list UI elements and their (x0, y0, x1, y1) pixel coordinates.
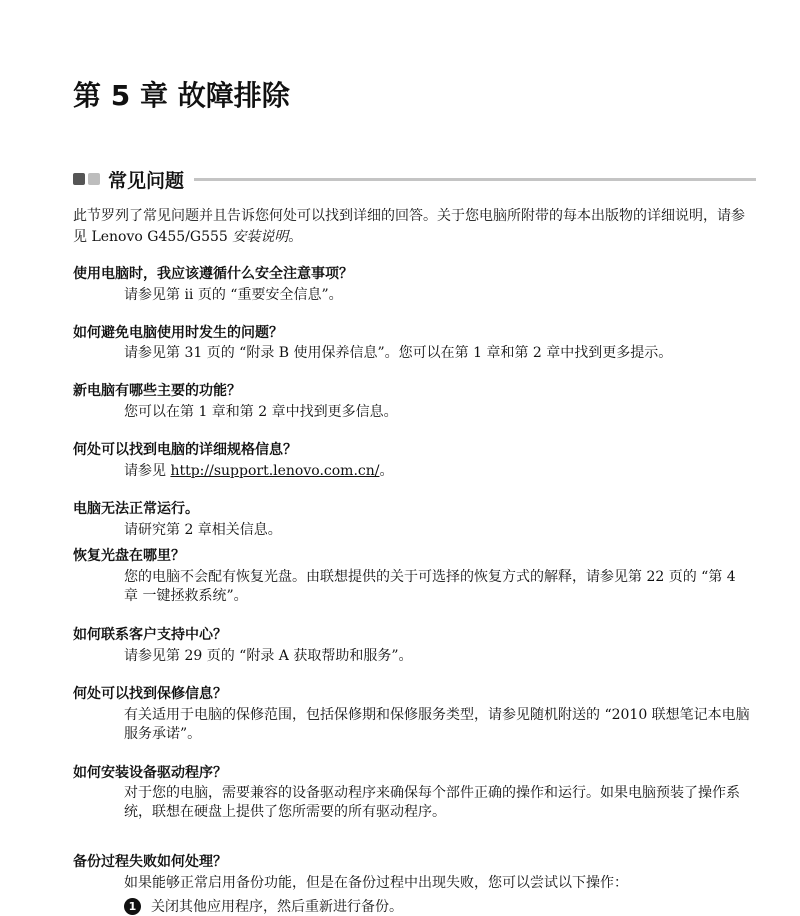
faq-answer: 请研究第 2 章相关信息。 (124, 522, 282, 538)
section-marker-light-icon (88, 173, 100, 185)
section-title: 常见问题 (108, 169, 185, 192)
faq-question: 如何避免电脑使用时发生的问题？ (73, 325, 283, 341)
faq-question: 如何联系客户支持中心？ (73, 627, 227, 643)
faq-question: 何处可以找到电脑的详细规格信息？ (73, 442, 297, 458)
faq-answer: 请参见第 29 页的 “附录 A 获取帮助和服务”。 (124, 648, 413, 664)
faq-answer (124, 462, 750, 481)
section-marker-dark-icon (73, 173, 85, 185)
step-item (124, 896, 403, 916)
faq-answer: 您的电脑不会配有恢复光盘。由联想提供的关于可选择的恢复方式的解释，请参见第 22 页的 “第 4 章 一键拯救系统”。 (124, 569, 736, 604)
section-divider (194, 178, 756, 181)
faq-answer: 有关适用于电脑的保修范围，包括保修期和保修服务类型，请参见随机附送的 “2010 联想笔记本电脑服务承诺”。 (124, 707, 750, 742)
faq-question: 使用电脑时，我应该遵循什么安全注意事项？ (73, 266, 353, 282)
intro-doc-title: 安装说明 (232, 229, 289, 245)
step-number-icon: 1 (124, 898, 141, 915)
intro-paragraph (73, 206, 756, 248)
step-text: 关闭其他应用程序，然后重新进行备份。 (151, 899, 403, 915)
section-header (73, 165, 756, 193)
faq-answer-prefix: 请参见 (124, 463, 171, 479)
faq-answer: 对于您的电脑，需要兼容的设备驱动程序来确保每个部件正确的操作和运行。如果电脑预装了操作系统，联想在硬盘上提供了您所需要的所有驱动程序。 (124, 785, 740, 820)
faq-answer: 请参见第 31 页的 “附录 B 使用保养信息”。您可以在第 1 章和第 2 章中找到更多提示。 (124, 345, 673, 361)
faq-answer: 您可以在第 1 章和第 2 章中找到更多信息。 (124, 404, 398, 420)
chapter-title: 第 5 章 故障排除 (73, 79, 290, 112)
faq-question: 备份过程失败如何处理？ (73, 854, 227, 870)
faq-answer: 如果能够正常启用备份功能，但是在备份过程中出现失败，您可以尝试以下操作： (124, 875, 628, 891)
faq-question: 何处可以找到保修信息？ (73, 686, 227, 702)
faq-answer-suffix: 。 (379, 463, 394, 479)
faq-question: 恢复光盘在哪里？ (73, 548, 185, 564)
faq-question: 新电脑有哪些主要的功能？ (73, 383, 241, 399)
faq-question: 电脑无法正常运行。 (73, 501, 199, 517)
faq-question: 如何安装设备驱动程序？ (73, 765, 227, 781)
intro-end: 。 (288, 229, 303, 245)
intro-text: 此节罗列了常见问题并且告诉您何处可以找到详细的回答。关于您电脑所附带的每本出版物的详细说明，请参见 Lenovo G455/G555 (73, 208, 745, 245)
faq-answer: 请参见第 ii 页的 “重要安全信息”。 (124, 287, 343, 303)
support-link[interactable]: http://support.lenovo.com.cn/ (170, 463, 380, 479)
